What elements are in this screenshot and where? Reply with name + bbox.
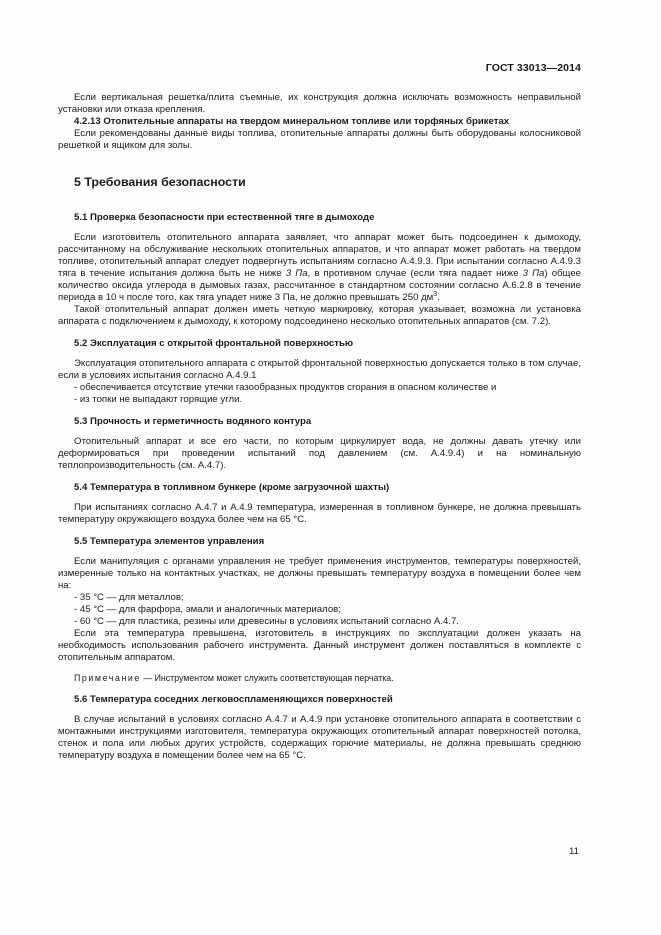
note-label: Примечание [74, 673, 141, 683]
page-number: 11 [569, 846, 579, 857]
subsection-5-2-paragraph: Эксплуатация отопительного аппарата с открытой фронтальной поверхностью допускается только в том случае, если в условиях испытания согласно А.4.9.1 [58, 358, 581, 381]
intro-paragraph: Если вертикальная решетка/плита съемные, их конструкция должна исключать возможность неправильной установки или отказа крепления. [58, 92, 581, 115]
list-item: - обеспечивается отсутствие утечки газообразных продуктов сгорания в опасном количестве и [58, 382, 581, 394]
subsection-5-1-paragraph-2: Такой отопительный аппарат должен иметь четкую маркировку, которая указывает, возможна ли установка аппарата с подключением к дымоходу, к которому подсоединено несколько отопительных аппаратов (см. 7.2). [58, 304, 581, 327]
subsection-5-1-title: 5.1 Проверка безопасности при естественной тяге в дымоходе [74, 212, 375, 223]
subsection-5-5-title: 5.5 Температура элементов управления [74, 536, 265, 547]
subsection-5-1-paragraph-1: Если изготовитель отопительного аппарата заявляет, что аппарат может быть подсоединен к дымоходу, рассчитанному на обслуживание нескольких отопительных аппаратов, и что аппарат может работать на твердом топливе, отопительный аппарат следует подвергнуть испытаниям согласно А.4.9.3. При испытании согласно А.4.9.3 тяга в течение испытания должна быть не ниже 3 Па, в противном случае (если тяга падает ниже 3 Па) общее количество оксида углерода в дымовых газах, рассчитанное в стандартном состоянии согласно А.6.2.8 в течение периода в 10 ч после того, как тяга упадет ниже 3 Па, не должно превышать 250 $дм^3$. [58, 232, 582, 303]
list-item: - 35 °С — для металлов; [58, 592, 581, 604]
note-text: — Инструментом может служить соответствующая перчатка. [140, 673, 394, 683]
subsection-5-2-title: 5.2 Эксплуатация с открытой фронтальной поверхностью [74, 338, 354, 349]
subsection-5-3-title: 5.3 Прочность и герметичность водяного контура [74, 416, 312, 427]
list-item: - 60 °С — для пластика, резины или древесины в условиях испытаний согласно А.4.7. [58, 616, 581, 628]
subsection-5-4-paragraph: При испытаниях согласно А.4.7 и А.4.9 температура, измеренная в топливном бункере, не должна превышать температуру окружающего воздуха более чем на 65 °С. [58, 502, 581, 525]
subsection-5-6-title: 5.6 Температура соседних легковоспламеняющихся поверхностей [74, 694, 393, 705]
subsection-5-4-title: 5.4 Температура в топливном бункере (кроме загрузочной шахты) [74, 482, 390, 493]
subsection-5-3-paragraph: Отопительный аппарат и все его части, по которым циркулирует вода, не должны давать утечку или деформироваться при проведении испытаний под давлением (см. А.4.9.4) и на номинальную теплопроизводительность (см. А.4.7). [58, 436, 581, 471]
subsection-4-2-13-title: 4.2.13 Отопительные аппараты на твердом минеральном топливе или торфяных брикетах [74, 116, 510, 127]
standard-header: ГОСТ 33013—2014 [485, 62, 581, 74]
document-body [58, 92, 581, 762]
subsection-5-5-paragraph-1: Если манипуляция с органами управления не требует применения инструментов, температуры поверхностей, измеренные только на контактных участках, не должны превышать температуру воздуха в помещении более чем на: [58, 556, 581, 591]
subsection-5-5-paragraph-2: Если эта температура превышена, изготовитель в инструкциях по эксплуатации должен указать на необходимость использования рабочего инструмента. Данный инструмент должен поставляться в комплекте с отопительным аппаратом. [58, 628, 581, 663]
section-5-title: 5 Требования безопасности [74, 175, 246, 189]
list-item: - из топки не выпадают горящие угли. [58, 394, 581, 406]
subsection-4-2-13-text: Если рекомендованы данные виды топлива, отопительные аппараты должны быть оборудованы колосниковой решеткой и ящиком для золы. [58, 128, 581, 151]
subsection-5-6-paragraph: В случае испытаний в условиях согласно А.4.7 и А.4.9 при установке отопительного аппарата в соответствии с монтажными инструкциями изготовителя, температура окружающих отопительный аппарат поверхностей потолка, стенок и пола или любых других устройств, содержащих горючие материалы, не должна превышать среднюю температуру воздуха в помещении более чем на 65 °С. [58, 714, 581, 761]
note [58, 672, 581, 684]
list-item: - 45 °С — для фарфора, эмали и аналогичных материалов; [58, 604, 581, 616]
